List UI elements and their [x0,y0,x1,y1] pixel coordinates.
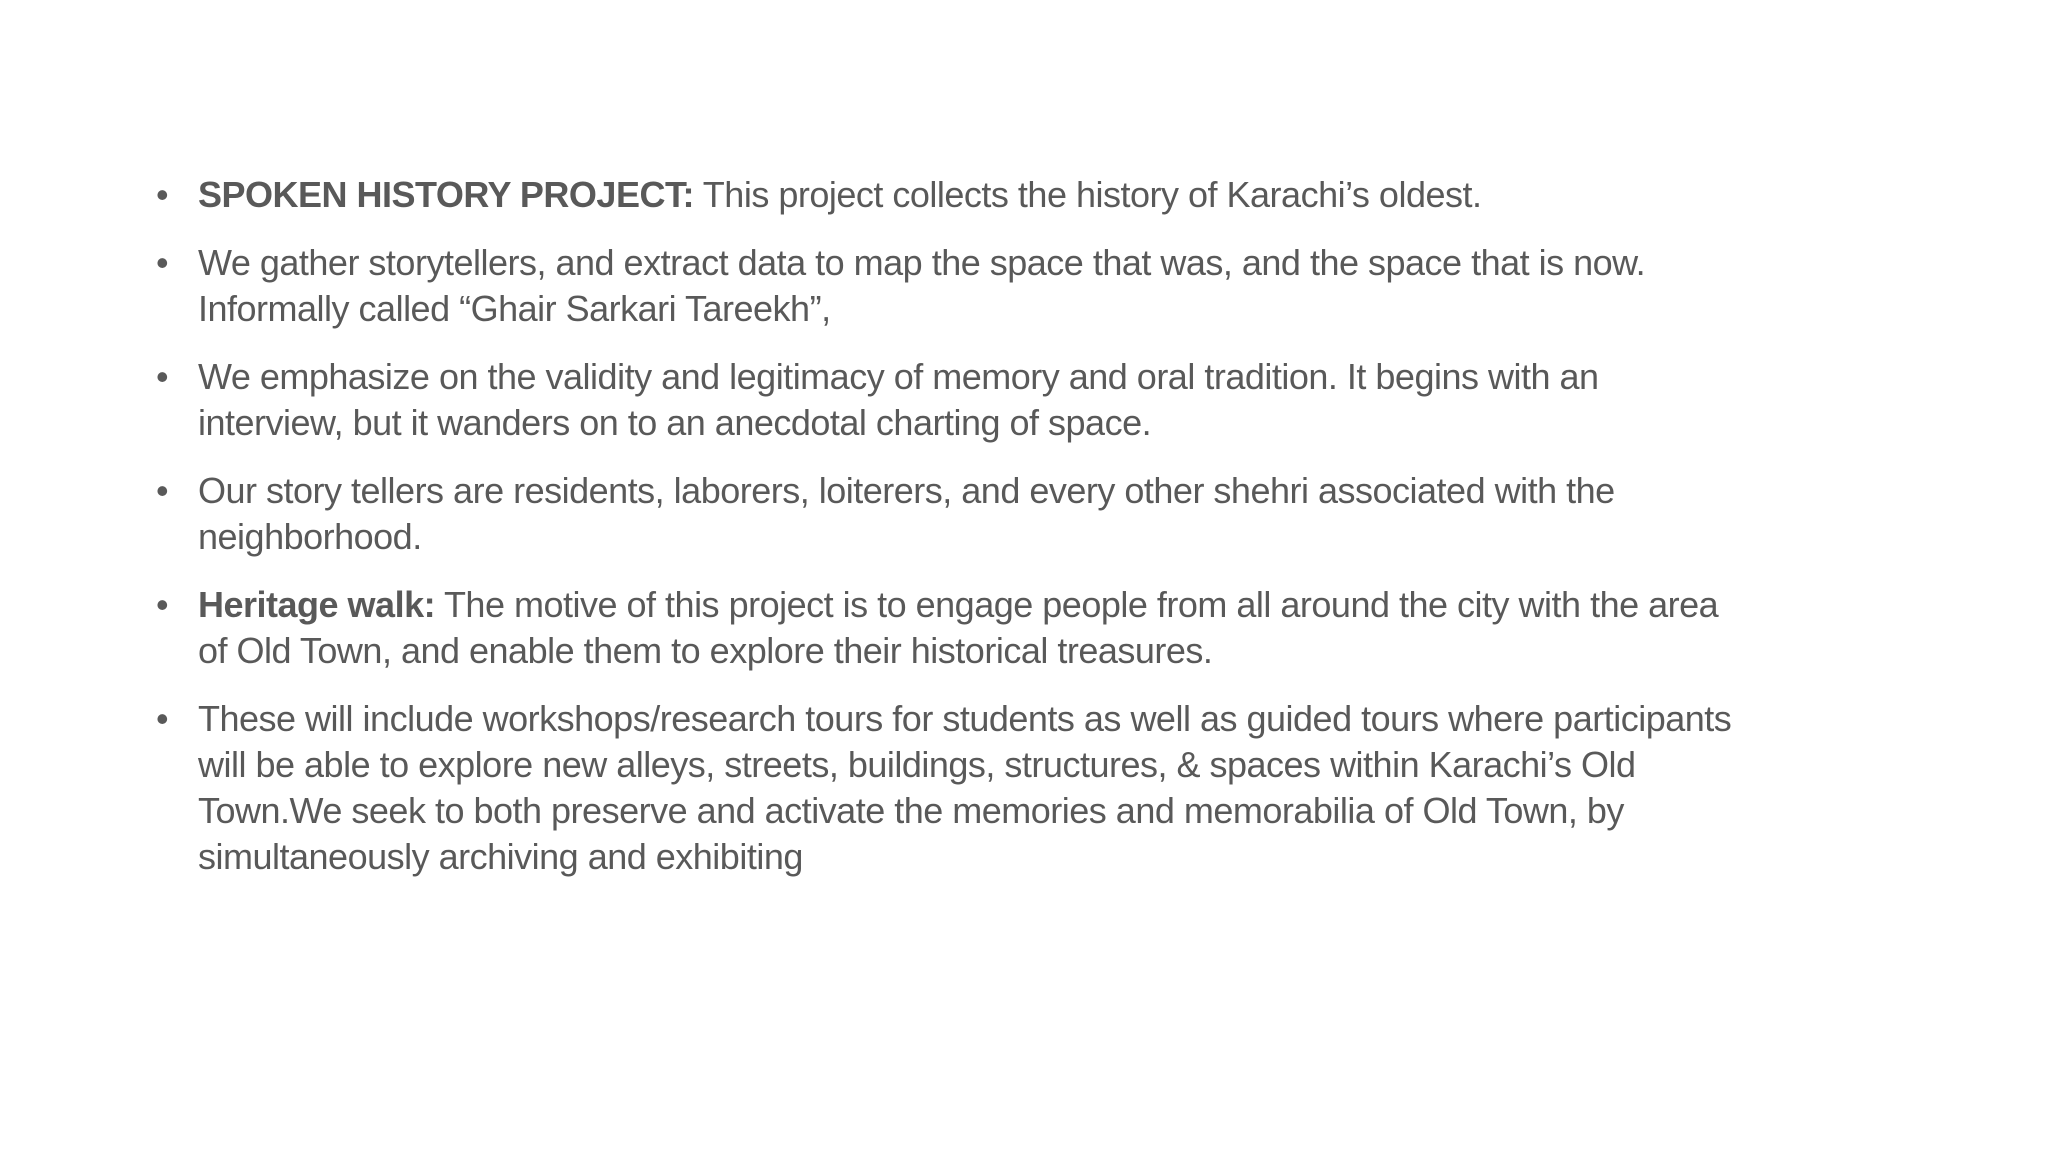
bullet-text: This project collects the history of Karachi’s oldest. [693,174,1482,215]
bullet-icon: • [156,698,169,739]
bullet-item-spoken-history [148,172,1748,218]
bullet-text: We gather storytellers, and extract data to map the space that was, and the space that is now. Informally called “Ghair Sarkari Tareekh”, [198,242,1646,329]
bullet-text: The motive of this project is to engage people from all around the city with the area of Old Town, and enable them to explore their historical treasures. [198,584,1719,671]
bullet-list [148,172,1748,902]
bullet-heading: Heritage walk: [198,584,436,625]
bullet-text: Our story tellers are residents, laborers, loiterers, and every other shehri associated with the neighborhood. [198,470,1615,557]
bullet-icon: • [156,356,169,397]
bullet-text: We emphasize on the validity and legitimacy of memory and oral tradition. It begins with an interview, but it wanders on to an anecdotal charting of space. [198,356,1599,443]
bullet-item-workshops [148,696,1748,880]
bullet-item-oral-tradition [148,354,1748,446]
bullet-heading: SPOKEN HISTORY PROJECT: [198,174,694,215]
bullet-icon: • [156,242,169,283]
bullet-icon: • [156,584,169,625]
bullet-icon: • [156,470,169,511]
bullet-icon: • [156,174,169,215]
bullet-item-storytellers [148,240,1748,332]
bullet-item-heritage-walk [148,582,1748,674]
bullet-item-story-tellers [148,468,1748,560]
bullet-text: These will include workshops/research tours for students as well as guided tours where participants will be able to explore new alleys, streets, buildings, structures, & spaces within Karachi’s Old Town.We seek to both preserve and activate the memories and memorabilia of Old Town, by simultaneously archiving and exhibiting [198,698,1732,877]
